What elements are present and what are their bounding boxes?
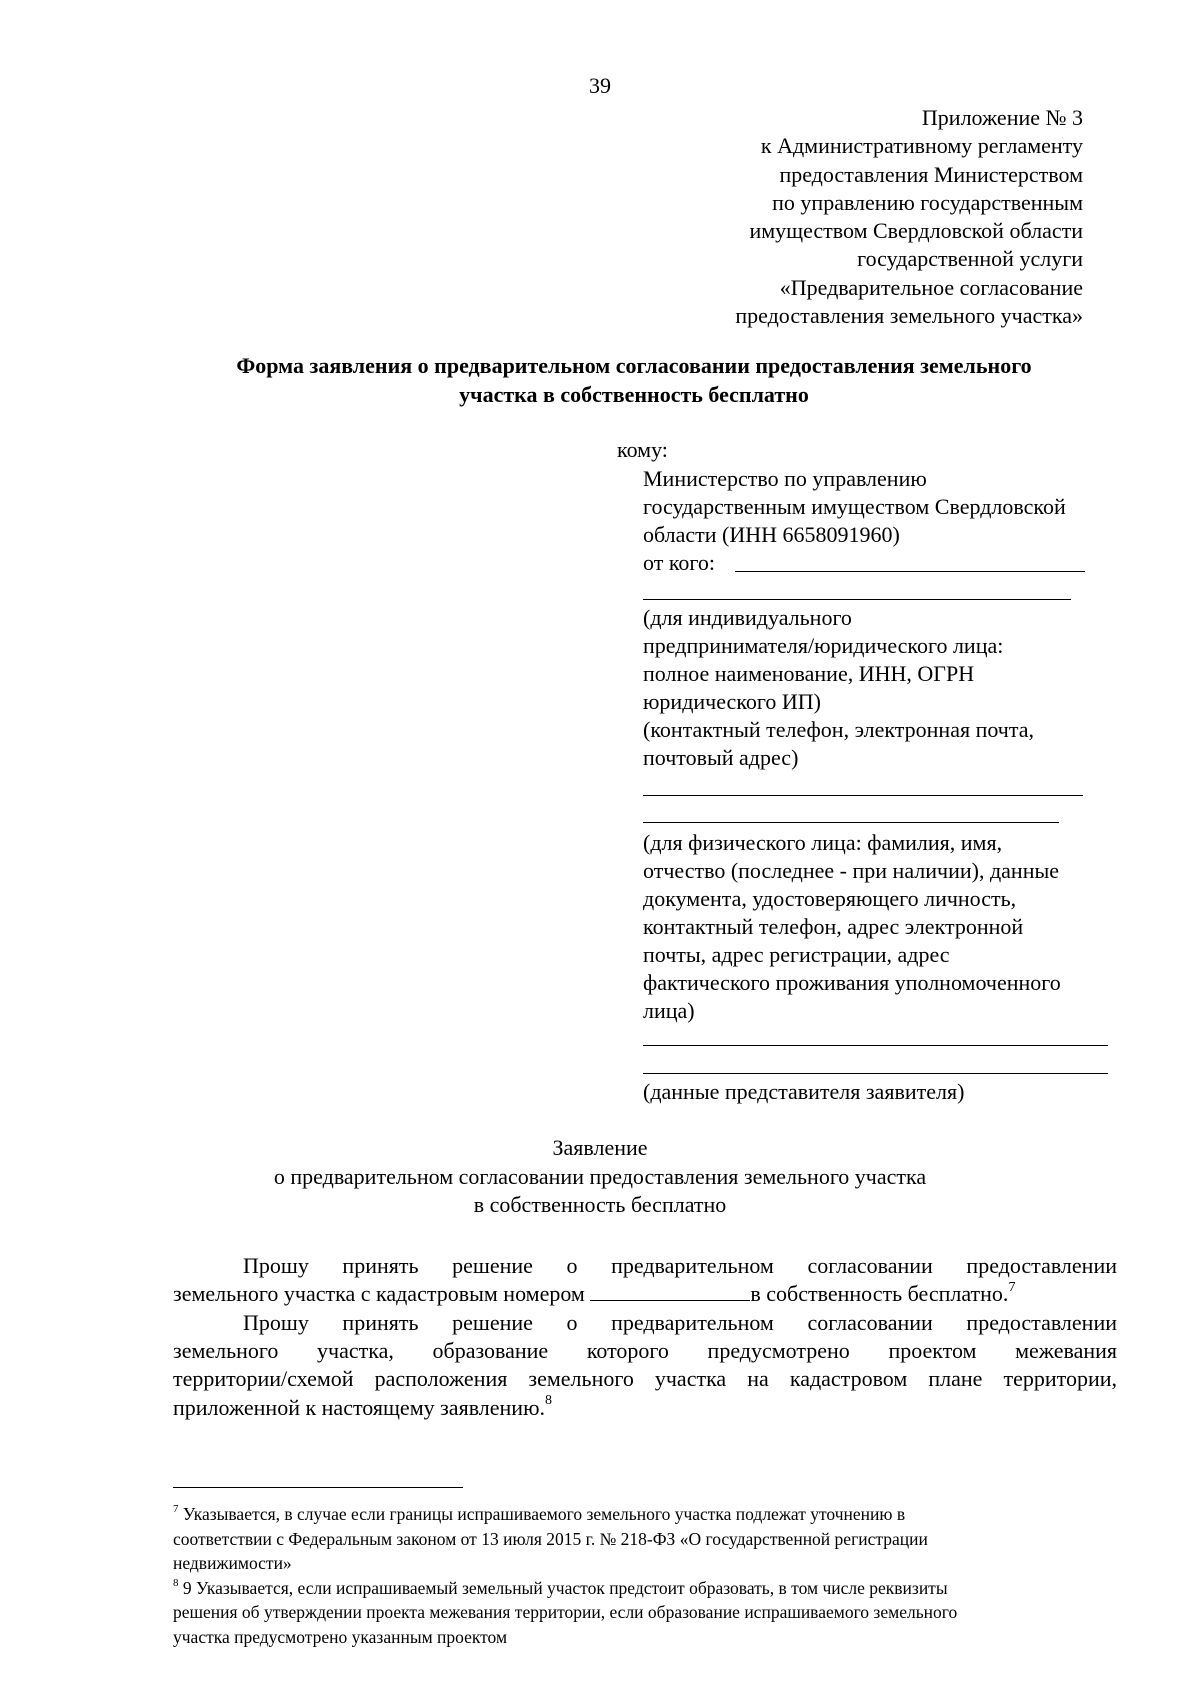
note-line: (для физического лица: фамилия, имя, [643,830,1003,855]
appendix-line: имуществом Свердловской области [749,218,1083,244]
page-number: 39 [589,73,611,98]
recipient-line: государственным имуществом Свердловской [643,494,1066,519]
note-line: документа, удостоверяющего личность, [643,886,1017,911]
footnote-line: решения об утверждении проекта межевания территории, если образование испрашиваемого земельного [173,1602,958,1622]
footnote-line [173,1576,1113,1601]
paragraph-text: приложенной к настоящему заявлению. [173,1394,546,1420]
footnote-line: соответствии с Федеральным законом от 13 июля 2015 г. № 218-ФЗ «О государственной регистрации [173,1528,928,1549]
paragraph-line: территории/схемой расположения земельного участка на кадастровом плане территории, [173,1366,1117,1392]
statement-heading [0,1134,1200,1220]
applicant-field-line[interactable] [643,599,1071,600]
note-line: контактный телефон, адрес электронной [643,914,1024,939]
representative-field-line-2[interactable] [643,1073,1108,1074]
paragraph-text: в собственность бесплатно. [750,1281,1009,1307]
note-line: (для индивидуального [643,605,852,630]
representative-note [643,1078,1123,1106]
recipient-line: области (ИНН 6658091960) [643,522,900,547]
from-field-line[interactable] [735,571,1085,572]
from-label: от кого: [643,550,715,575]
paragraph-1 [173,1252,1117,1308]
note-line: почты, адрес регистрации, адрес [643,942,950,967]
representative-field-line[interactable] [643,1045,1108,1046]
appendix-line: по управлению государственным [772,189,1083,215]
appendix-line: предоставления Министерством [779,161,1083,187]
note-line: лица) [643,998,695,1023]
footnote-ref: 7 [1008,1279,1016,1295]
to-label: кому: [617,437,668,462]
footnote-separator [173,1487,463,1488]
cadastral-number-field[interactable] [590,1280,750,1301]
statement-subtitle: в собственность бесплатно [473,1192,727,1217]
appendix-line: предоставления земельного участка» [735,303,1083,329]
contact-field-line[interactable] [643,795,1083,796]
entrepreneur-note [643,604,1123,772]
paragraph-2 [173,1309,1117,1422]
appendix-line: Приложение № 3 [921,105,1083,130]
statement-subtitle: о предварительном согласовании предоставления земельного участка [273,1163,927,1189]
note-line: полное наименование, ИНН, ОГРН [643,661,975,686]
note-line: отчество (последнее - при наличии), данные [643,858,1060,883]
individual-note [643,829,1123,1025]
note-line: почтовый адрес) [643,745,799,770]
footnote-mark: 7 [173,1503,179,1516]
appendix-line: «Предварительное согласование [779,274,1083,300]
footnote-line: участка предусмотрено указанным проектом [173,1626,508,1647]
paragraph-line: Прошу принять решение о предварительном согласовании предоставлении [243,1310,1117,1335]
form-title-line: участка в собственность бесплатно [459,382,809,407]
note-line: фактического проживания уполномоченного [643,970,1061,995]
footnote-text: 9 Указывается, если испрашиваемый земельный участок предстоит образовать, в том числе реквизиты [178,1577,948,1598]
note-line: юридического ИП) [643,689,821,714]
footnote-line [173,1502,1113,1527]
note-line: предпринимателя/юридического лица: [643,633,1004,658]
form-title-line: Форма заявления о предварительном согласовании предоставления земельного [236,353,1032,378]
paragraph-text: земельного участка с кадастровым номером [173,1281,591,1307]
appendix-line: государственной услуги [857,246,1083,272]
recipient-line: Министерство по управлению [643,466,927,491]
paragraph-line [173,1280,1117,1308]
appendix-header [563,104,1083,330]
statement-title: Заявление [552,1135,648,1160]
paragraph-line: Прошу принять решение о предварительном согласовании предоставлении [243,1253,1117,1278]
footnotes [173,1502,1113,1649]
appendix-line: к Административному регламенту [760,133,1083,159]
footnote-text: Указывается, в случае если границы испрашиваемого земельного участка подлежат уточнению в [178,1504,906,1524]
contact-field-line-2[interactable] [643,822,1059,823]
recipient-block [643,465,1123,577]
note-line: (контактный телефон, электронная почта, [643,717,1034,742]
note-line: (данные представителя заявителя) [643,1079,965,1104]
form-title [170,352,1098,410]
footnote-line: недвижимости» [173,1553,292,1573]
footnote-ref: 8 [545,1393,553,1409]
footnote-mark: 8 [173,1576,179,1589]
paragraph-line [173,1394,1117,1422]
paragraph-line: земельного участка, образование которого предусмотрено проектом межевания [173,1338,1117,1364]
